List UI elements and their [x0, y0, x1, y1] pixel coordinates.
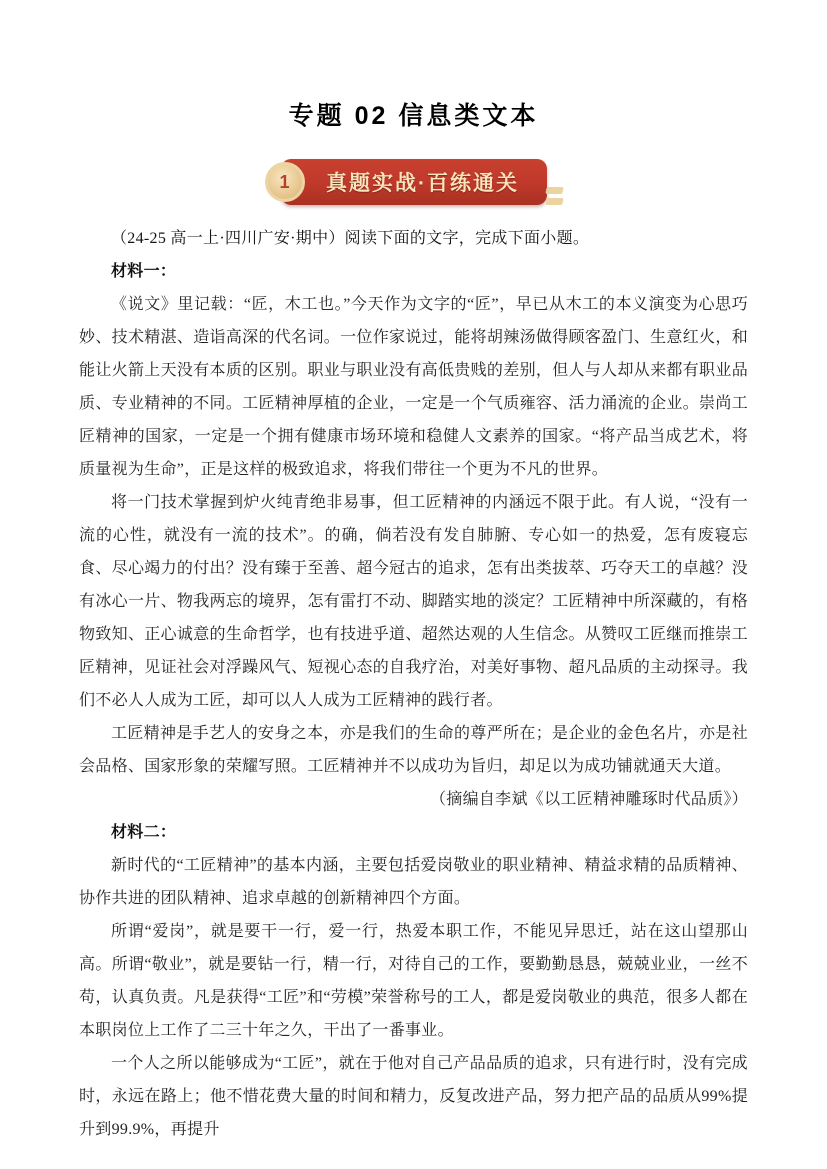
page-title: 专题 02 信息类文本 — [288, 102, 539, 130]
banner-label: 真题实战·百练通关 — [326, 172, 519, 195]
banner-decor-icon — [546, 187, 563, 205]
material1-heading: 材料一： — [111, 263, 177, 280]
section-banner-row — [0, 159, 827, 205]
banner-number-badge: 1 — [265, 162, 305, 202]
material1-attribution: （摘编自李斌《以工匠精神雕琢时代品质》） — [429, 791, 748, 808]
exam-source-line: （24-25 高一上·四川广安·期中）阅读下面的文字，完成下面小题。 — [111, 230, 590, 247]
section-banner — [281, 159, 547, 205]
document-content — [79, 222, 748, 1146]
material1-paragraph-2: 将一门技术掌握到炉火纯青绝非易事，但工匠精神的内涵远不限于此。有人说，“没有一流的心性，就没有一流的技术”。的确，倘若没有发自肺腑、专心如一的热爱，怎有废寝忘食、尽心竭力的付出？没有臻于至善、超今冠古的追求，怎有出类拔萃、巧夺天工的卓越？没有冰心一片、物我两忘的境界，怎有雷打不动、脚踏实地的淡定？工匠精神中所深藏的，有格物致知、正心诚意的生命哲学，也有技进乎道、超然达观的人生信念。从赞叹工匠继而推崇工匠精神，见证社会对浮躁风气、短视心态的自我疗治，对美好事物、超凡品质的主动探寻。我们不必人人成为工匠，却可以人人成为工匠精神的践行者。 — [79, 494, 748, 709]
material2-paragraph-1: 新时代的“工匠精神”的基本内涵，主要包括爱岗敬业的职业精神、精益求精的品质精神、协作共进的团队精神、追求卓越的创新精神四个方面。 — [79, 857, 748, 907]
material2-heading: 材料二： — [111, 824, 177, 841]
material2-paragraph-3: 一个人之所以能够成为“工匠”，就在于他对自己产品品质的追求，只有进行时，没有完成时，永远在路上；他不惜花费大量的时间和精力，反复改进产品，努力把产品的品质从99%提升到99.9%，再提升 — [79, 1055, 748, 1138]
material2-paragraph-2: 所谓“爱岗”，就是要干一行，爱一行，热爱本职工作，不能见异思迁，站在这山望那山高。所谓“敬业”，就是要钻一行，精一行，对待自己的工作，要勤勤恳恳，兢兢业业，一丝不苟，认真负责。凡是获得“工匠”和“劳模”荣誉称号的工人，都是爱岗敬业的典范，很多人都在本职岗位上工作了二三十年之久，干出了一番事业。 — [79, 923, 748, 1039]
material1-paragraph-1: 《说文》里记载：“匠，木工也。”今天作为文字的“匠”，早已从木工的本义演变为心思巧妙、技术精湛、造诣高深的代名词。一位作家说过，能将胡辣汤做得顾客盈门、生意红火，和能让火箭上天没有本质的区别。职业与职业没有高低贵贱的差别，但人与人却从来都有职业品质、专业精神的不同。工匠精神厚植的企业，一定是一个气质雍容、活力涌流的企业。崇尚工匠精神的国家，一定是一个拥有健康市场环境和稳健人文素养的国家。“将产品当成艺术，将质量视为生命”，正是这样的极致追求，将我们带往一个更为不凡的世界。 — [79, 296, 748, 478]
material1-paragraph-3: 工匠精神是手艺人的安身之本，亦是我们的生命的尊严所在；是企业的金色名片，亦是社会品格、国家形象的荣耀写照。工匠精神并不以成功为旨归，却足以为成功铺就通天大道。 — [79, 725, 748, 775]
